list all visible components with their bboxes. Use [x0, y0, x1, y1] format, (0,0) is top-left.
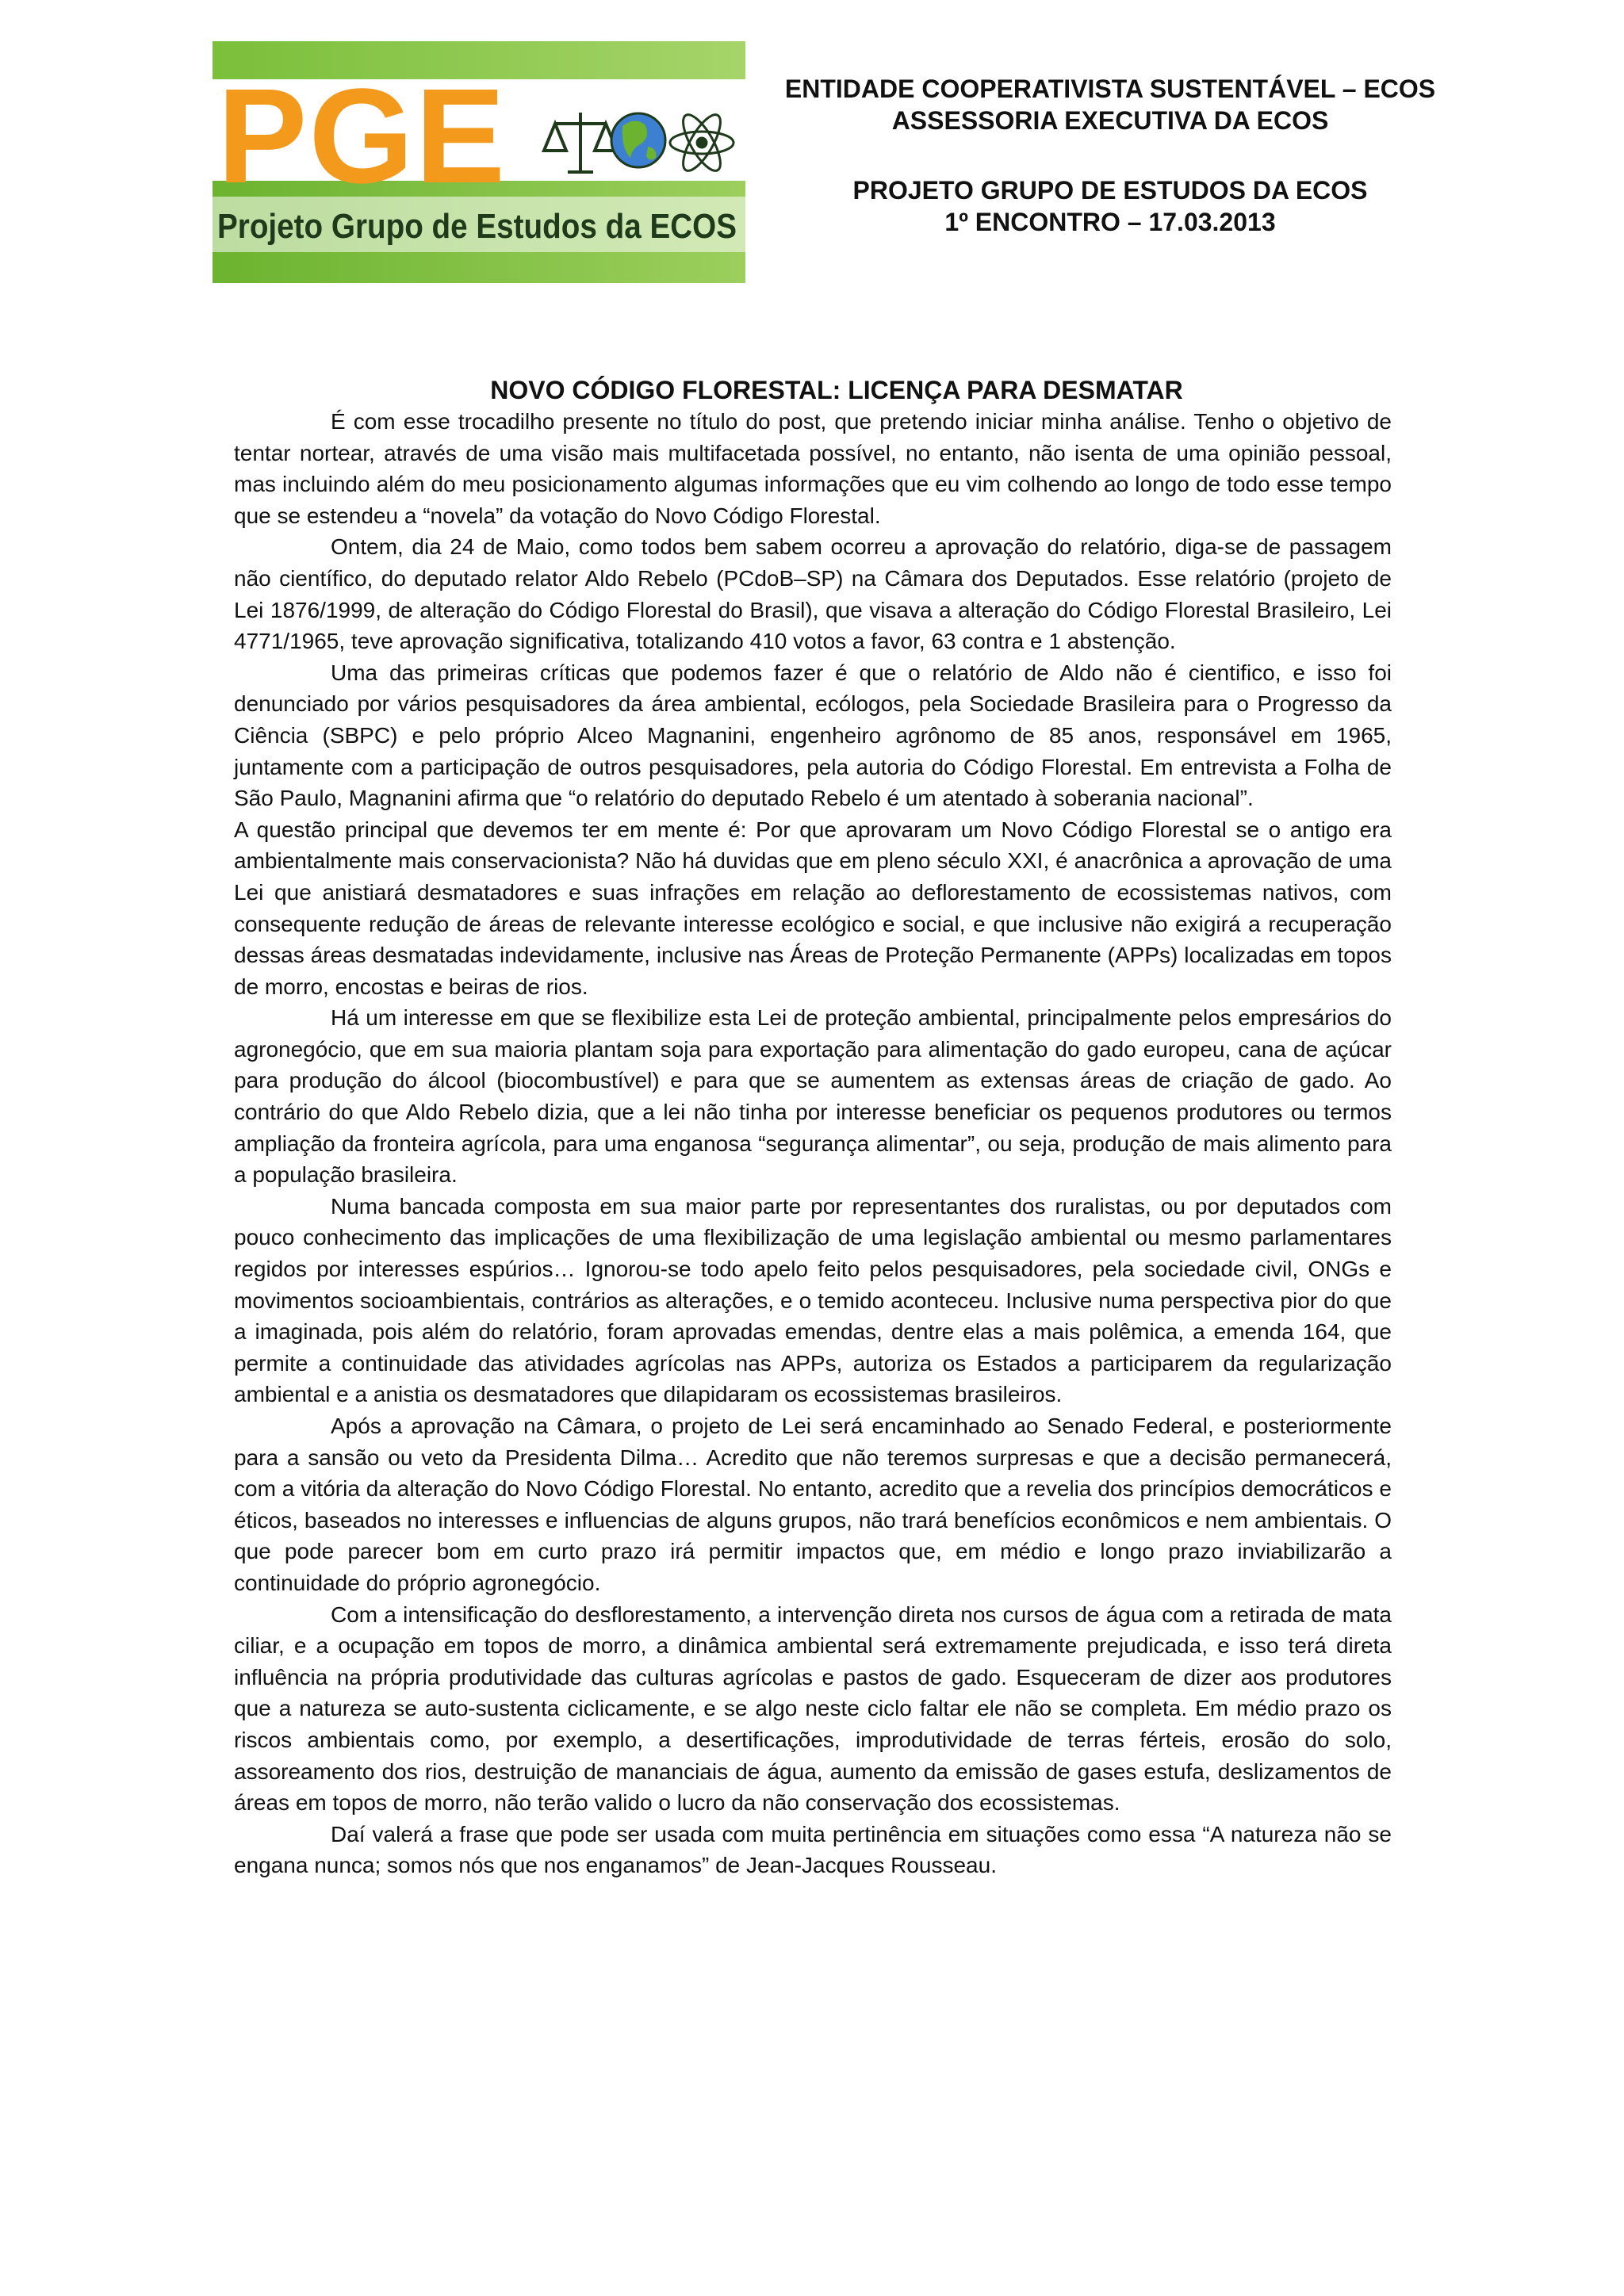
org-line-2: ASSESSORIA EXECUTIVA DA ECOS	[891, 106, 1329, 135]
paragraph-4: A questão principal que devemos ter em mente é: Por que aprovaram um Novo Código Florestal se o antigo era ambientalmente mais conservacionista? Não há duvidas que em pleno século XXI, é anacrônica a aprovação de uma Lei que anistiará desmatadores e suas infrações em relação ao deflorestamento de ecossistemas nativos, com consequente redução de áreas de relevante interesse ecológico e social, e que inclusive não exigirá a recuperação dessas áreas desmatadas indevidamente, inclusive nas Áreas de Proteção Permanente (APPs) localizadas em topos de morro, encostas e beiras de rios.	[234, 817, 1392, 999]
paragraph-7: Após a aprovação na Câmara, o projeto de Lei será encaminhado ao Senado Federal, e posteriormente para a sansão ou veto da Presidenta Dilma… Acredito que não teremos surpresas e que a decisão permanecerá, com a vitória da alteração do Novo Código Florestal. No entanto, acredito que a revelia dos princípios democráticos e éticos, baseados no interesses e influencias de alguns grupos, não trará benefícios econômicos e nem ambientais. O que pode parecer bom em curto prazo irá permitir impactos que, em médio e longo prazo inviabilizarão a continuidade do próprio agronegócio.	[234, 1414, 1392, 1595]
pge-logo	[206, 41, 753, 283]
project-line-1: PROJETO GRUPO DE ESTUDOS DA ECOS	[852, 176, 1368, 205]
document-header	[777, 73, 1443, 238]
paragraph-2: Ontem, dia 24 de Maio, como todos bem sabem ocorreu a aprovação do relatório, diga-se de passagem não científico, do deputado relator Aldo Rebelo (PCdoB–SP) na Câmara dos Deputados. Esse relatório (projeto de Lei 1876/1999, de alteração do Código Florestal do Brasil), que visava a alteração do Código Florestal Brasileiro, Lei 4771/1965, teve aprovação significativa, totalizando 410 votos a favor, 63 contra e 1 abstenção.	[234, 534, 1392, 654]
paragraph-5: Há um interesse em que se flexibilize esta Lei de proteção ambiental, principalmente pelos empresários do agronegócio, que em sua maioria plantam soja para exportação para alimentação do gado europeu, cana de açúcar para produção do álcool (biocombustível) e para que se aumentem as extensas áreas de criação de gado. Ao contrário do que Aldo Rebelo dizia, que a lei não tinha por interesse beneficiar os pequenos produtores ou termos ampliação da fronteira agrícola, para uma enganosa “segurança alimentar”, ou seja, produção de mais alimento para a população brasileira.	[234, 1005, 1392, 1188]
logo-tagline: Projeto Grupo de Estudos da ECOS	[217, 207, 737, 246]
org-line-1: ENTIDADE COOPERATIVISTA SUSTENTÁVEL – ECOS	[784, 75, 1436, 103]
paragraph-3: Uma das primeiras críticas que podemos fazer é que o relatório de Aldo não é cientifico, e isso foi denunciado por vários pesquisadores da área ambiental, ecólogos, pela Sociedade Brasileira para o Progresso da Ciência (SBPC) e pelo próprio Alceo Magnanini, engenheiro agrônomo de 85 anos, responsável em 1965, juntamente com a participação de outros pesquisadores, pela autoria do Código Florestal. Em entrevista a Folha de São Paulo, Magnanini afirma que “o relatório do deputado Rebelo é um atentado à soberania nacional”.	[234, 660, 1392, 811]
paragraph-6: Numa bancada composta em sua maior parte por representantes dos ruralistas, ou por deputados com pouco conhecimento das implicações de uma flexibilização de uma legislação ambiental ou mesmo parlamentares regidos por interesses espúrios… Ignorou-se todo apelo feito pelos pesquisadores, pela sociedade civil, ONGs e movimentos socioambientais, contrários as alterações, e o temido aconteceu. Inclusive numa perspectiva pior do que a imaginada, pois além do relatório, foram aprovadas emendas, dentre elas a mais polêmica, a emenda 164, que permite a continuidade das atividades agrícolas nas APPs, autoriza os Estados a participarem da regularização ambiental e a anistia os desmatadores que dilapidaram os ecossistemas brasileiros.	[234, 1193, 1392, 1407]
globe-icon	[611, 113, 665, 167]
project-line-2: 1º ENCONTRO – 17.03.2013	[944, 208, 1276, 236]
article-body	[234, 374, 1392, 1881]
logo-letters: PGE	[217, 61, 508, 212]
article-title: NOVO CÓDIGO FLORESTAL: LICENÇA PARA DESMATAR	[490, 376, 1183, 404]
paragraph-1: É com esse trocadilho presente no título do post, que pretendo iniciar minha análise. Tenho o objetivo de tentar nortear, através de uma visão mais multifacetada possível, no entanto, não isenta de uma opinião pessoal, mas incluindo além do meu posicionamento algumas informações que eu vim colhendo ao longo de todo esse tempo que se estendeu a “novela” da votação do Novo Código Florestal.	[234, 409, 1392, 528]
paragraph-9: Daí valerá a frase que pode ser usada com muita pertinência em situações como essa “A natureza não se engana nunca; somos nós que nos enganamos” de Jean-Jacques Rousseau.	[234, 1821, 1392, 1878]
paragraph-8: Com a intensificação do desflorestamento, a intervenção direta nos cursos de água com a retirada de mata ciliar, e a ocupação em topos de morro, a dinâmica ambiental será extremamente prejudicada, e isso terá direta influência na própria produtividade das culturas agrícolas e pastos de gado. Esqueceram de dizer aos produtores que a natureza se auto-sustenta ciclicamente, e se algo neste ciclo faltar ele não se completa. Em médio prazo os riscos ambientais como, por exemplo, a desertificações, improdutividade de terras férteis, erosão do solo, assoreamento dos rios, destruição de mananciais de água, aumento da emissão de gases estufa, deslizamentos de áreas em topos de morro, não terão valido o lucro da não conservação dos ecossistemas.	[234, 1601, 1392, 1816]
